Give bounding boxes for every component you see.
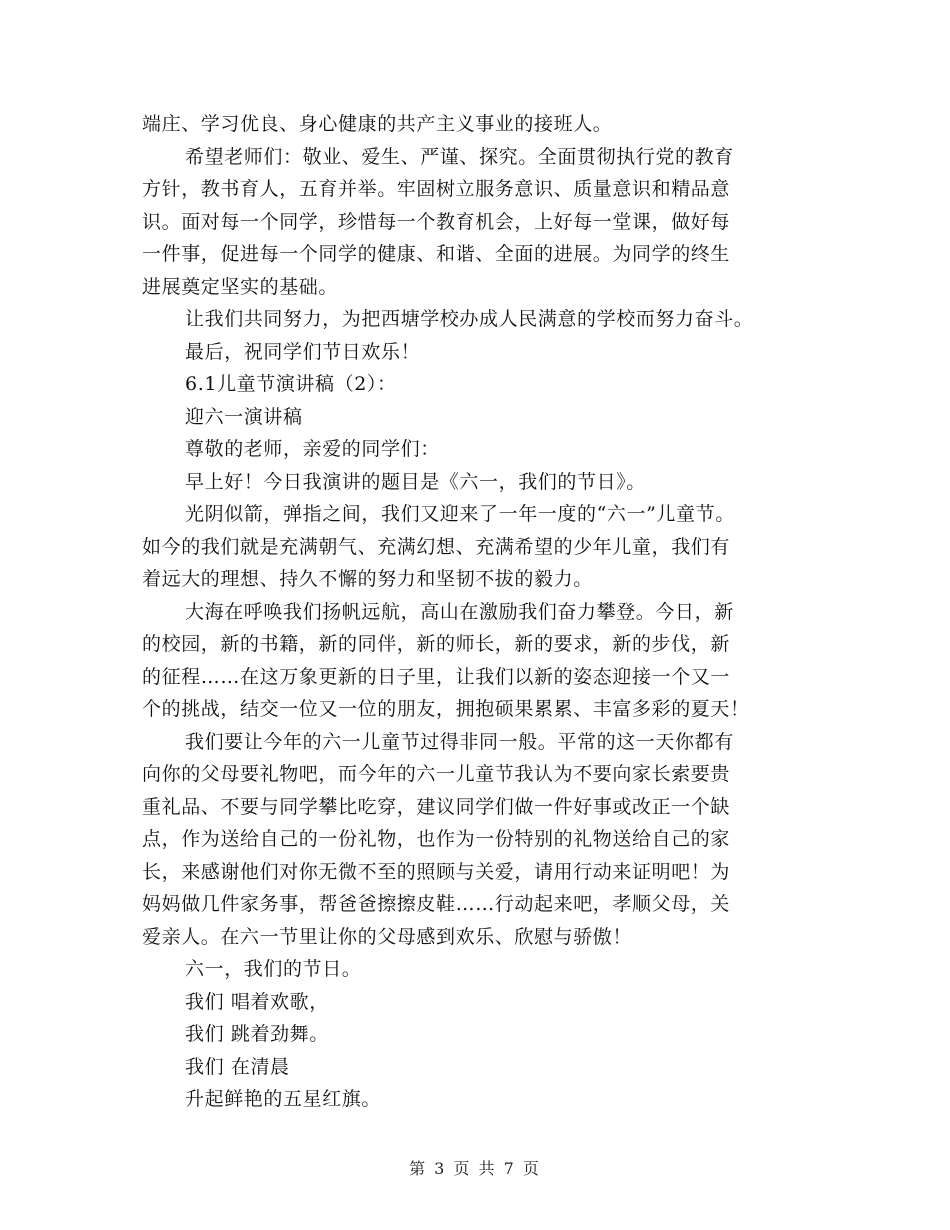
text-line: 方针，教书育人，五育并举。牢固树立服务意识、质量意识和精品意 (142, 178, 731, 200)
text-line: 最后，祝同学们节日欢乐！ (185, 340, 421, 363)
poem-line: 我们 在清晨 (185, 1055, 290, 1078)
text-line: 爱亲人。在六一节里让你的父母感到欢乐、欣慰与骄傲！ (142, 925, 633, 948)
text-line: 点，作为送给自己的一份礼物，也作为一份特别的礼物送给自己的家 (142, 828, 731, 850)
text-line: 端庄、学习优良、身心健康的共产主义事业的接班人。 (142, 113, 613, 135)
page-number: 第 3 页 共 7 页 (409, 1159, 541, 1178)
text-line: 的校园，新的书籍，新的同伴，新的师长，新的要求，新的步伐，新 (142, 633, 731, 655)
text-line: 识。面对每一个同学，珍惜每一个教育机会，上好每一堂课，做好每 (142, 210, 731, 233)
text-line: 光阴似箭，弹指之间，我们又迎来了一年一度的“六一”儿童节。 (185, 503, 735, 525)
text-line: 妈妈做几件家务事，帮爸爸擦擦皮鞋……行动起来吧，孝顺父母，关 (142, 893, 731, 915)
text-line: 一件事，促进每一个同学的健康、和谐、全面的进展。为同学的终生 (142, 243, 731, 265)
text-line: 我们要让今年的六一儿童节过得非同一般。平常的这一天你都有 (185, 730, 734, 753)
text-line: 长，来感谢他们对你无微不至的照顾与关爱，请用行动来证明吧！为 (142, 860, 731, 883)
poem-line: 我们 跳着劲舞。 (185, 1023, 329, 1045)
text-line: 如今的我们就是充满朝气、充满幻想、充满希望的少年儿童，我们有 (142, 535, 731, 558)
poem-line: 我们 唱着欢歌， (185, 990, 329, 1013)
section-heading: 6.1儿童节演讲稿（2）： (185, 373, 397, 395)
document-body (142, 108, 822, 1116)
text-line: 进展奠定坚实的基础。 (142, 275, 339, 298)
text-line: 的征程……在这万象更新的日子里，让我们以新的姿态迎接一个又一 (142, 665, 731, 688)
text-line: 让我们共同努力，为把西塘学校办成人民满意的学校而努力奋斗。 (185, 308, 754, 330)
text-line: 向你的父母要礼物吧，而今年的六一儿童节我认为不要向家长索要贵 (142, 763, 731, 785)
text-line: 大海在呼唤我们扬帆远航，高山在激励我们奋力攀登。今日，新 (185, 600, 734, 623)
text-line: 着远大的理想、持久不懈的努力和坚韧不拔的毅力。 (142, 568, 593, 590)
speech-title: 迎六一演讲稿 (185, 405, 303, 428)
text-line: 重礼品、不要与同学攀比吃穿，建议同学们做一件好事或改正一个缺 (142, 795, 731, 818)
text-line: 个的挑战，结交一位又一位的朋友，拥抱硕果累累、丰富多彩的夏天！ (142, 698, 750, 720)
text-line: 早上好！今日我演讲的题目是《六一，我们的节日》。 (185, 470, 646, 493)
text-line: 希望老师们：敬业、爱生、严谨、探究。全面贯彻执行党的教育 (185, 145, 734, 168)
poem-line: 升起鲜艳的五星红旗。 (185, 1088, 382, 1110)
salutation: 尊敬的老师，亲爱的同学们： (185, 438, 440, 460)
poem-line: 六一，我们的节日。 (185, 958, 362, 980)
